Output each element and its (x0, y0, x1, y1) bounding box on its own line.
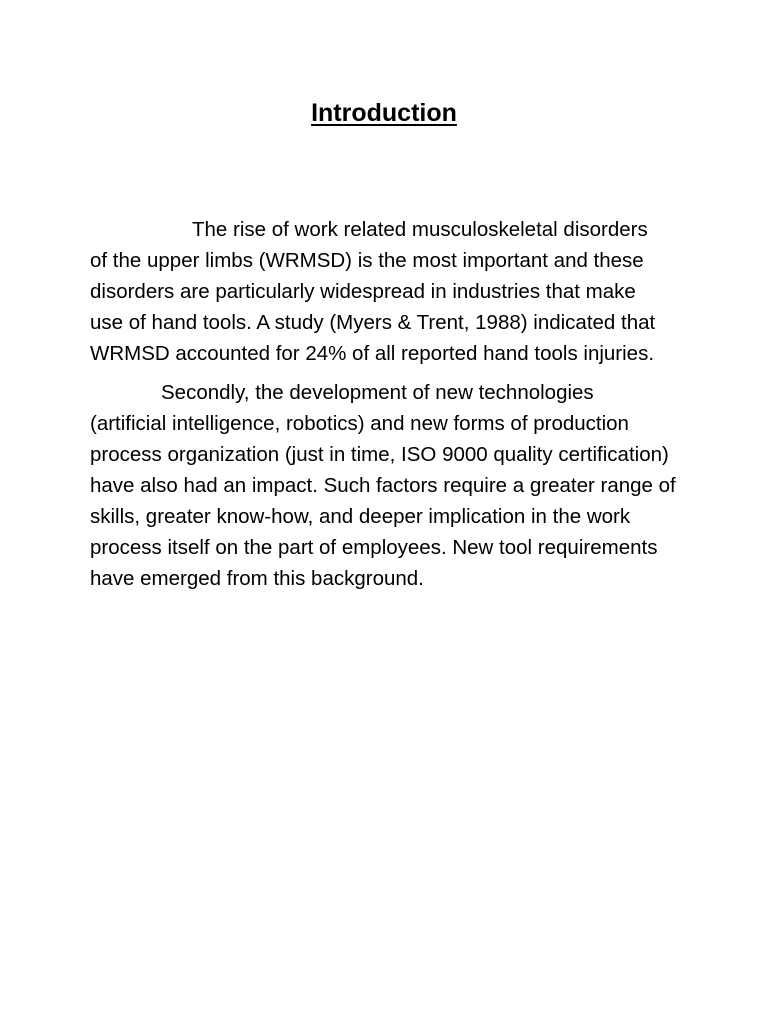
paragraph-line: have emerged from this background. (90, 567, 424, 590)
paragraph-2 (90, 377, 690, 594)
paragraph-1 (90, 214, 690, 369)
paragraph-line: process organization (just in time, ISO 9000 quality certification) (90, 443, 669, 466)
paragraph-line: disorders are particularly widespread in industries that make (90, 280, 636, 303)
paragraph-line: have also had an impact. Such factors require a greater range of (90, 474, 676, 497)
paragraph-line: WRMSD accounted for 24% of all reported hand tools injuries. (90, 342, 655, 365)
paragraph-line: use of hand tools. A study (Myers & Trent, 1988) indicated that (90, 311, 656, 334)
paragraph-line: skills, greater know-how, and deeper implication in the work (90, 505, 631, 528)
paragraph-line: The rise of work related musculoskeletal disorders (192, 218, 648, 241)
paragraph-line: of the upper limbs (WRMSD) is the most important and these (90, 249, 644, 272)
page-title: Introduction (311, 99, 457, 127)
paragraph-line: process itself on the part of employees. New tool requirements (90, 536, 658, 559)
paragraph-line: Secondly, the development of new technologies (161, 381, 594, 404)
paragraph-line: (artificial intelligence, robotics) and new forms of production (90, 412, 629, 435)
